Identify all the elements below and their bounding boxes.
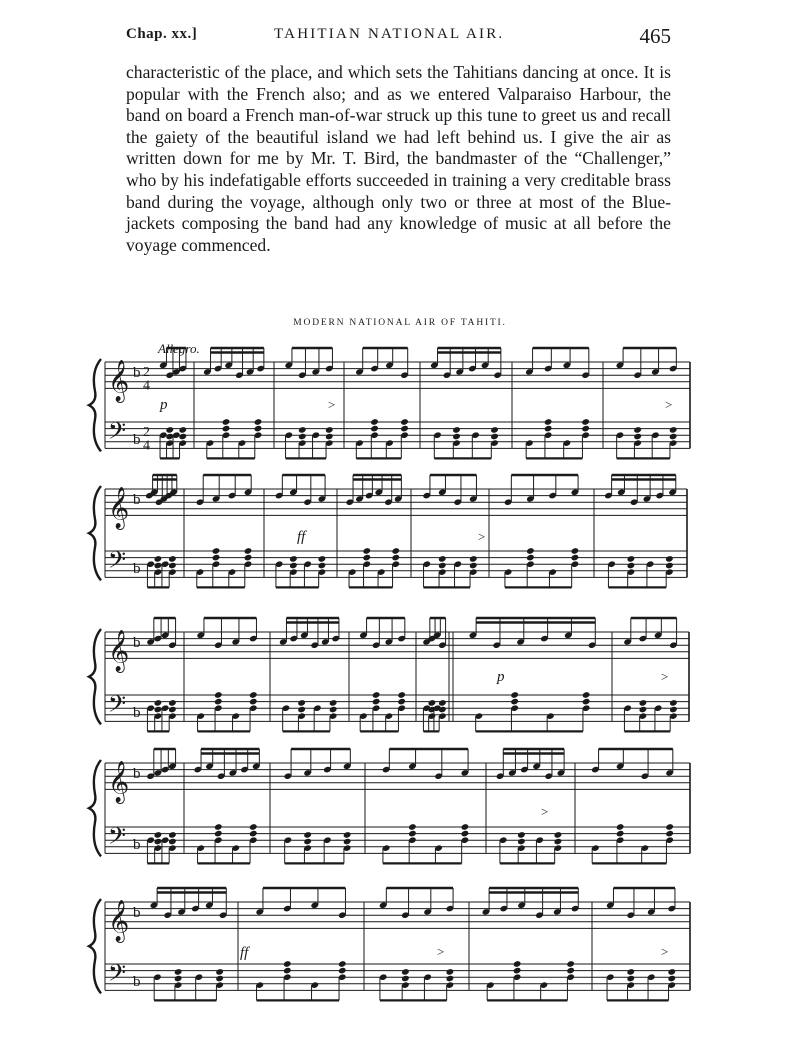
note-head bbox=[249, 691, 258, 699]
note-head bbox=[303, 831, 312, 839]
key-signature-flat: b bbox=[133, 905, 141, 922]
key-signature-flat: b bbox=[133, 560, 141, 577]
note-head bbox=[174, 968, 183, 976]
note-head bbox=[627, 562, 636, 570]
note-head bbox=[544, 418, 553, 426]
note-head bbox=[370, 418, 379, 426]
treble-measure bbox=[359, 618, 406, 649]
note-head bbox=[633, 426, 642, 434]
note-head bbox=[283, 967, 292, 975]
note-head bbox=[400, 425, 409, 433]
music-system bbox=[89, 618, 689, 731]
music-score bbox=[0, 330, 800, 1045]
note-head bbox=[214, 823, 223, 831]
treble-measure bbox=[275, 475, 326, 506]
note-head bbox=[168, 831, 177, 839]
note-head bbox=[215, 975, 224, 983]
note-head bbox=[303, 838, 312, 846]
note-head bbox=[289, 562, 298, 570]
treble-measure bbox=[203, 348, 265, 379]
note-head bbox=[178, 426, 187, 434]
note-head bbox=[249, 823, 258, 831]
page-number: 465 bbox=[639, 24, 671, 48]
note-head bbox=[325, 433, 334, 441]
chapter-label: Chap. xx.] bbox=[126, 26, 198, 42]
note-head bbox=[362, 547, 371, 555]
note-head bbox=[168, 562, 177, 570]
note-head bbox=[401, 975, 410, 983]
treble-measure bbox=[150, 888, 228, 919]
note-head bbox=[526, 554, 535, 562]
treble-measure bbox=[422, 475, 477, 506]
note-head bbox=[510, 698, 519, 706]
note-head bbox=[554, 831, 563, 839]
note-head bbox=[283, 960, 292, 968]
treble-measure bbox=[284, 348, 333, 379]
treble-measure bbox=[525, 348, 590, 379]
note-head bbox=[154, 706, 163, 714]
note-head bbox=[222, 418, 231, 426]
note-head bbox=[665, 562, 674, 570]
tempo-marking: Allegro. bbox=[158, 341, 200, 356]
note-head bbox=[665, 830, 674, 838]
note-head bbox=[639, 706, 648, 714]
note-head bbox=[297, 699, 306, 707]
note-head bbox=[517, 831, 526, 839]
note-head bbox=[667, 975, 676, 983]
note-head bbox=[397, 698, 406, 706]
note-head bbox=[571, 547, 580, 555]
note-head bbox=[526, 547, 535, 555]
note-head bbox=[370, 425, 379, 433]
note-head bbox=[438, 562, 447, 570]
treble-clef: 𝄞 bbox=[108, 900, 130, 941]
note-head bbox=[446, 975, 455, 983]
note-head bbox=[490, 426, 499, 434]
system-brace bbox=[89, 899, 101, 993]
treble-clef: 𝄞 bbox=[108, 487, 130, 528]
note-head bbox=[616, 830, 625, 838]
music-system bbox=[89, 475, 687, 587]
time-signature-top: 2 bbox=[143, 425, 150, 441]
music-system bbox=[89, 341, 690, 458]
bass-measure bbox=[196, 547, 253, 587]
note-head bbox=[517, 838, 526, 846]
accent-mark: > bbox=[661, 669, 669, 684]
note-head bbox=[325, 426, 334, 434]
note-head bbox=[214, 691, 223, 699]
note-head bbox=[254, 418, 263, 426]
note-head bbox=[667, 968, 676, 976]
note-head bbox=[566, 960, 575, 968]
note-head bbox=[318, 562, 327, 570]
note-head bbox=[298, 433, 307, 441]
bass-staff bbox=[105, 695, 689, 721]
treble-measure bbox=[430, 348, 502, 379]
note-head bbox=[513, 960, 522, 968]
treble-clef: 𝄞 bbox=[108, 761, 130, 802]
note-head bbox=[372, 698, 381, 706]
key-signature-flat: b bbox=[133, 635, 141, 652]
key-signature-flat: b bbox=[133, 973, 141, 990]
treble-staff bbox=[105, 362, 690, 388]
note-head bbox=[633, 433, 642, 441]
note-head bbox=[391, 547, 400, 555]
treble-measure bbox=[196, 618, 257, 649]
treble-measure bbox=[355, 348, 409, 379]
note-head bbox=[408, 830, 417, 838]
note-head bbox=[626, 968, 635, 976]
bass-staff bbox=[105, 827, 690, 853]
accent-mark: > bbox=[665, 397, 673, 412]
note-head bbox=[461, 830, 470, 838]
treble-measure bbox=[382, 749, 469, 780]
accent-mark: > bbox=[328, 397, 336, 412]
note-head bbox=[669, 706, 678, 714]
body-paragraph: characteristic of the place, and which sets the Tahitians dancing at once. It is popular with the French also; and as we entered Valparaiso Harbour, the band on board a French man-of-war struck up this tune to greet us and recall the gaiety of the beautiful island we had left behind us. I give the air as written down for me by Mr. T. Bird, the bandmaster of the “Challenger,” who by his indefatigable efforts succeeded in training a very creditable brass band during the voyage, although only two or three at most of the Blue-jackets composing the band had any knowledge of music at all before the voyage commenced. bbox=[126, 62, 671, 255]
note-head bbox=[254, 425, 263, 433]
note-head bbox=[244, 554, 253, 562]
note-head bbox=[469, 555, 478, 563]
bass-measure bbox=[504, 547, 579, 587]
treble-measure bbox=[146, 618, 176, 649]
note-head bbox=[362, 554, 371, 562]
note-head bbox=[627, 555, 636, 563]
note-head bbox=[343, 831, 352, 839]
bass-clef: 𝄢 bbox=[108, 823, 127, 855]
note-head bbox=[168, 706, 177, 714]
treble-staff bbox=[105, 489, 687, 515]
bass-measure bbox=[382, 823, 469, 863]
note-head bbox=[338, 960, 347, 968]
bass-clef: 𝄢 bbox=[108, 691, 127, 723]
time-signature-bottom: 4 bbox=[143, 378, 150, 394]
bass-measure bbox=[255, 960, 346, 1000]
key-signature-flat: b bbox=[133, 704, 141, 721]
accent-mark: > bbox=[541, 804, 549, 819]
dynamic-fortissimo: ff bbox=[297, 529, 306, 545]
note-head bbox=[178, 433, 187, 441]
bass-clef: 𝄢 bbox=[108, 547, 127, 579]
note-head bbox=[174, 975, 183, 983]
note-head bbox=[397, 691, 406, 699]
dynamic-fortissimo: ff bbox=[240, 945, 249, 961]
note-head bbox=[408, 823, 417, 831]
note-head bbox=[571, 554, 580, 562]
note-head bbox=[154, 699, 163, 707]
note-head bbox=[438, 555, 447, 563]
treble-measure bbox=[482, 888, 580, 919]
note-head bbox=[168, 699, 177, 707]
treble-measure bbox=[279, 618, 340, 649]
note-head bbox=[581, 418, 590, 426]
note-head bbox=[297, 706, 306, 714]
accent-mark: > bbox=[437, 944, 445, 959]
note-head bbox=[215, 968, 224, 976]
note-head bbox=[249, 830, 258, 838]
dynamic-piano: p bbox=[160, 397, 168, 413]
bass-measure bbox=[206, 418, 263, 458]
treble-staff bbox=[105, 902, 690, 928]
key-signature-flat: b bbox=[133, 836, 141, 853]
note-head bbox=[554, 838, 563, 846]
treble-measure bbox=[346, 475, 403, 506]
bass-measure bbox=[475, 691, 591, 731]
bass-measure bbox=[359, 691, 406, 731]
note-head bbox=[639, 699, 648, 707]
time-signature-top: 2 bbox=[143, 365, 150, 381]
note-head bbox=[244, 547, 253, 555]
treble-staff bbox=[105, 632, 689, 658]
key-signature-flat: b bbox=[133, 365, 141, 382]
system-brace bbox=[89, 359, 101, 451]
note-head bbox=[582, 698, 591, 706]
note-head bbox=[669, 426, 678, 434]
note-head bbox=[168, 838, 177, 846]
note-head bbox=[165, 426, 174, 434]
note-head bbox=[581, 425, 590, 433]
note-head bbox=[665, 823, 674, 831]
note-head bbox=[665, 555, 674, 563]
note-head bbox=[401, 968, 410, 976]
treble-measure bbox=[194, 749, 261, 780]
system-brace bbox=[89, 760, 101, 856]
treble-clef: 𝄞 bbox=[108, 360, 130, 401]
accent-mark: > bbox=[661, 944, 669, 959]
note-head bbox=[428, 699, 437, 707]
note-head bbox=[318, 555, 327, 563]
dynamic-piano: p bbox=[497, 669, 505, 685]
note-head bbox=[582, 691, 591, 699]
note-head bbox=[391, 554, 400, 562]
note-head bbox=[212, 554, 221, 562]
note-head bbox=[329, 699, 338, 707]
note-head bbox=[669, 699, 678, 707]
note-head bbox=[214, 698, 223, 706]
note-head bbox=[469, 562, 478, 570]
treble-staff bbox=[105, 763, 690, 789]
treble-measure bbox=[255, 888, 346, 919]
note-head bbox=[289, 555, 298, 563]
note-head bbox=[154, 831, 163, 839]
note-head bbox=[400, 418, 409, 426]
running-head bbox=[126, 24, 671, 48]
treble-measure bbox=[606, 888, 676, 919]
treble-clef: 𝄞 bbox=[108, 630, 130, 671]
note-head bbox=[343, 838, 352, 846]
bass-clef: 𝄢 bbox=[108, 418, 127, 450]
treble-measure bbox=[504, 475, 579, 506]
note-head bbox=[490, 433, 499, 441]
note-head bbox=[566, 967, 575, 975]
bass-measure bbox=[355, 418, 409, 458]
note-head bbox=[438, 699, 447, 707]
bass-measure bbox=[525, 418, 590, 458]
treble-measure bbox=[604, 475, 677, 506]
note-head bbox=[452, 426, 461, 434]
system-brace bbox=[89, 486, 101, 580]
note-head bbox=[154, 562, 163, 570]
bass-measure bbox=[486, 960, 575, 1000]
note-head bbox=[544, 425, 553, 433]
note-head bbox=[154, 838, 163, 846]
accent-mark: > bbox=[478, 529, 486, 544]
bass-measure bbox=[196, 691, 257, 731]
note-head bbox=[461, 823, 470, 831]
note-head bbox=[669, 433, 678, 441]
key-signature-flat: b bbox=[133, 431, 141, 448]
note-head bbox=[222, 425, 231, 433]
note-head bbox=[168, 555, 177, 563]
treble-measure bbox=[496, 749, 565, 780]
note-head bbox=[214, 830, 223, 838]
bass-measure bbox=[591, 823, 674, 863]
bass-staff bbox=[105, 964, 690, 990]
note-head bbox=[626, 975, 635, 983]
note-head bbox=[154, 555, 163, 563]
music-system bbox=[89, 888, 690, 1000]
note-head bbox=[298, 426, 307, 434]
treble-measure bbox=[616, 348, 678, 379]
note-head bbox=[372, 691, 381, 699]
bass-staff bbox=[105, 422, 690, 448]
music-system bbox=[89, 749, 690, 863]
treble-measure bbox=[146, 749, 176, 780]
music-title: MODERN NATIONAL AIR OF TAHITI. bbox=[293, 318, 507, 328]
note-head bbox=[329, 706, 338, 714]
key-signature-flat: b bbox=[133, 492, 141, 509]
treble-measure bbox=[469, 618, 597, 649]
bass-measure bbox=[348, 547, 400, 587]
bass-clef: 𝄢 bbox=[108, 960, 127, 992]
bass-measure bbox=[196, 823, 257, 863]
key-signature-flat: b bbox=[133, 766, 141, 783]
treble-measure bbox=[379, 888, 454, 919]
note-head bbox=[338, 967, 347, 975]
treble-measure bbox=[422, 618, 446, 649]
note-head bbox=[446, 968, 455, 976]
note-head bbox=[510, 691, 519, 699]
treble-measure bbox=[284, 749, 352, 780]
system-brace bbox=[89, 629, 101, 724]
note-head bbox=[452, 433, 461, 441]
note-head bbox=[616, 823, 625, 831]
treble-measure bbox=[591, 749, 674, 780]
treble-measure bbox=[623, 618, 677, 649]
running-title: TAHITIAN NATIONAL AIR. bbox=[274, 26, 505, 42]
treble-measure bbox=[196, 475, 253, 506]
time-signature-bottom: 4 bbox=[143, 438, 150, 454]
treble-measure bbox=[145, 475, 178, 506]
note-head bbox=[212, 547, 221, 555]
note-head bbox=[249, 698, 258, 706]
note-head bbox=[513, 967, 522, 975]
